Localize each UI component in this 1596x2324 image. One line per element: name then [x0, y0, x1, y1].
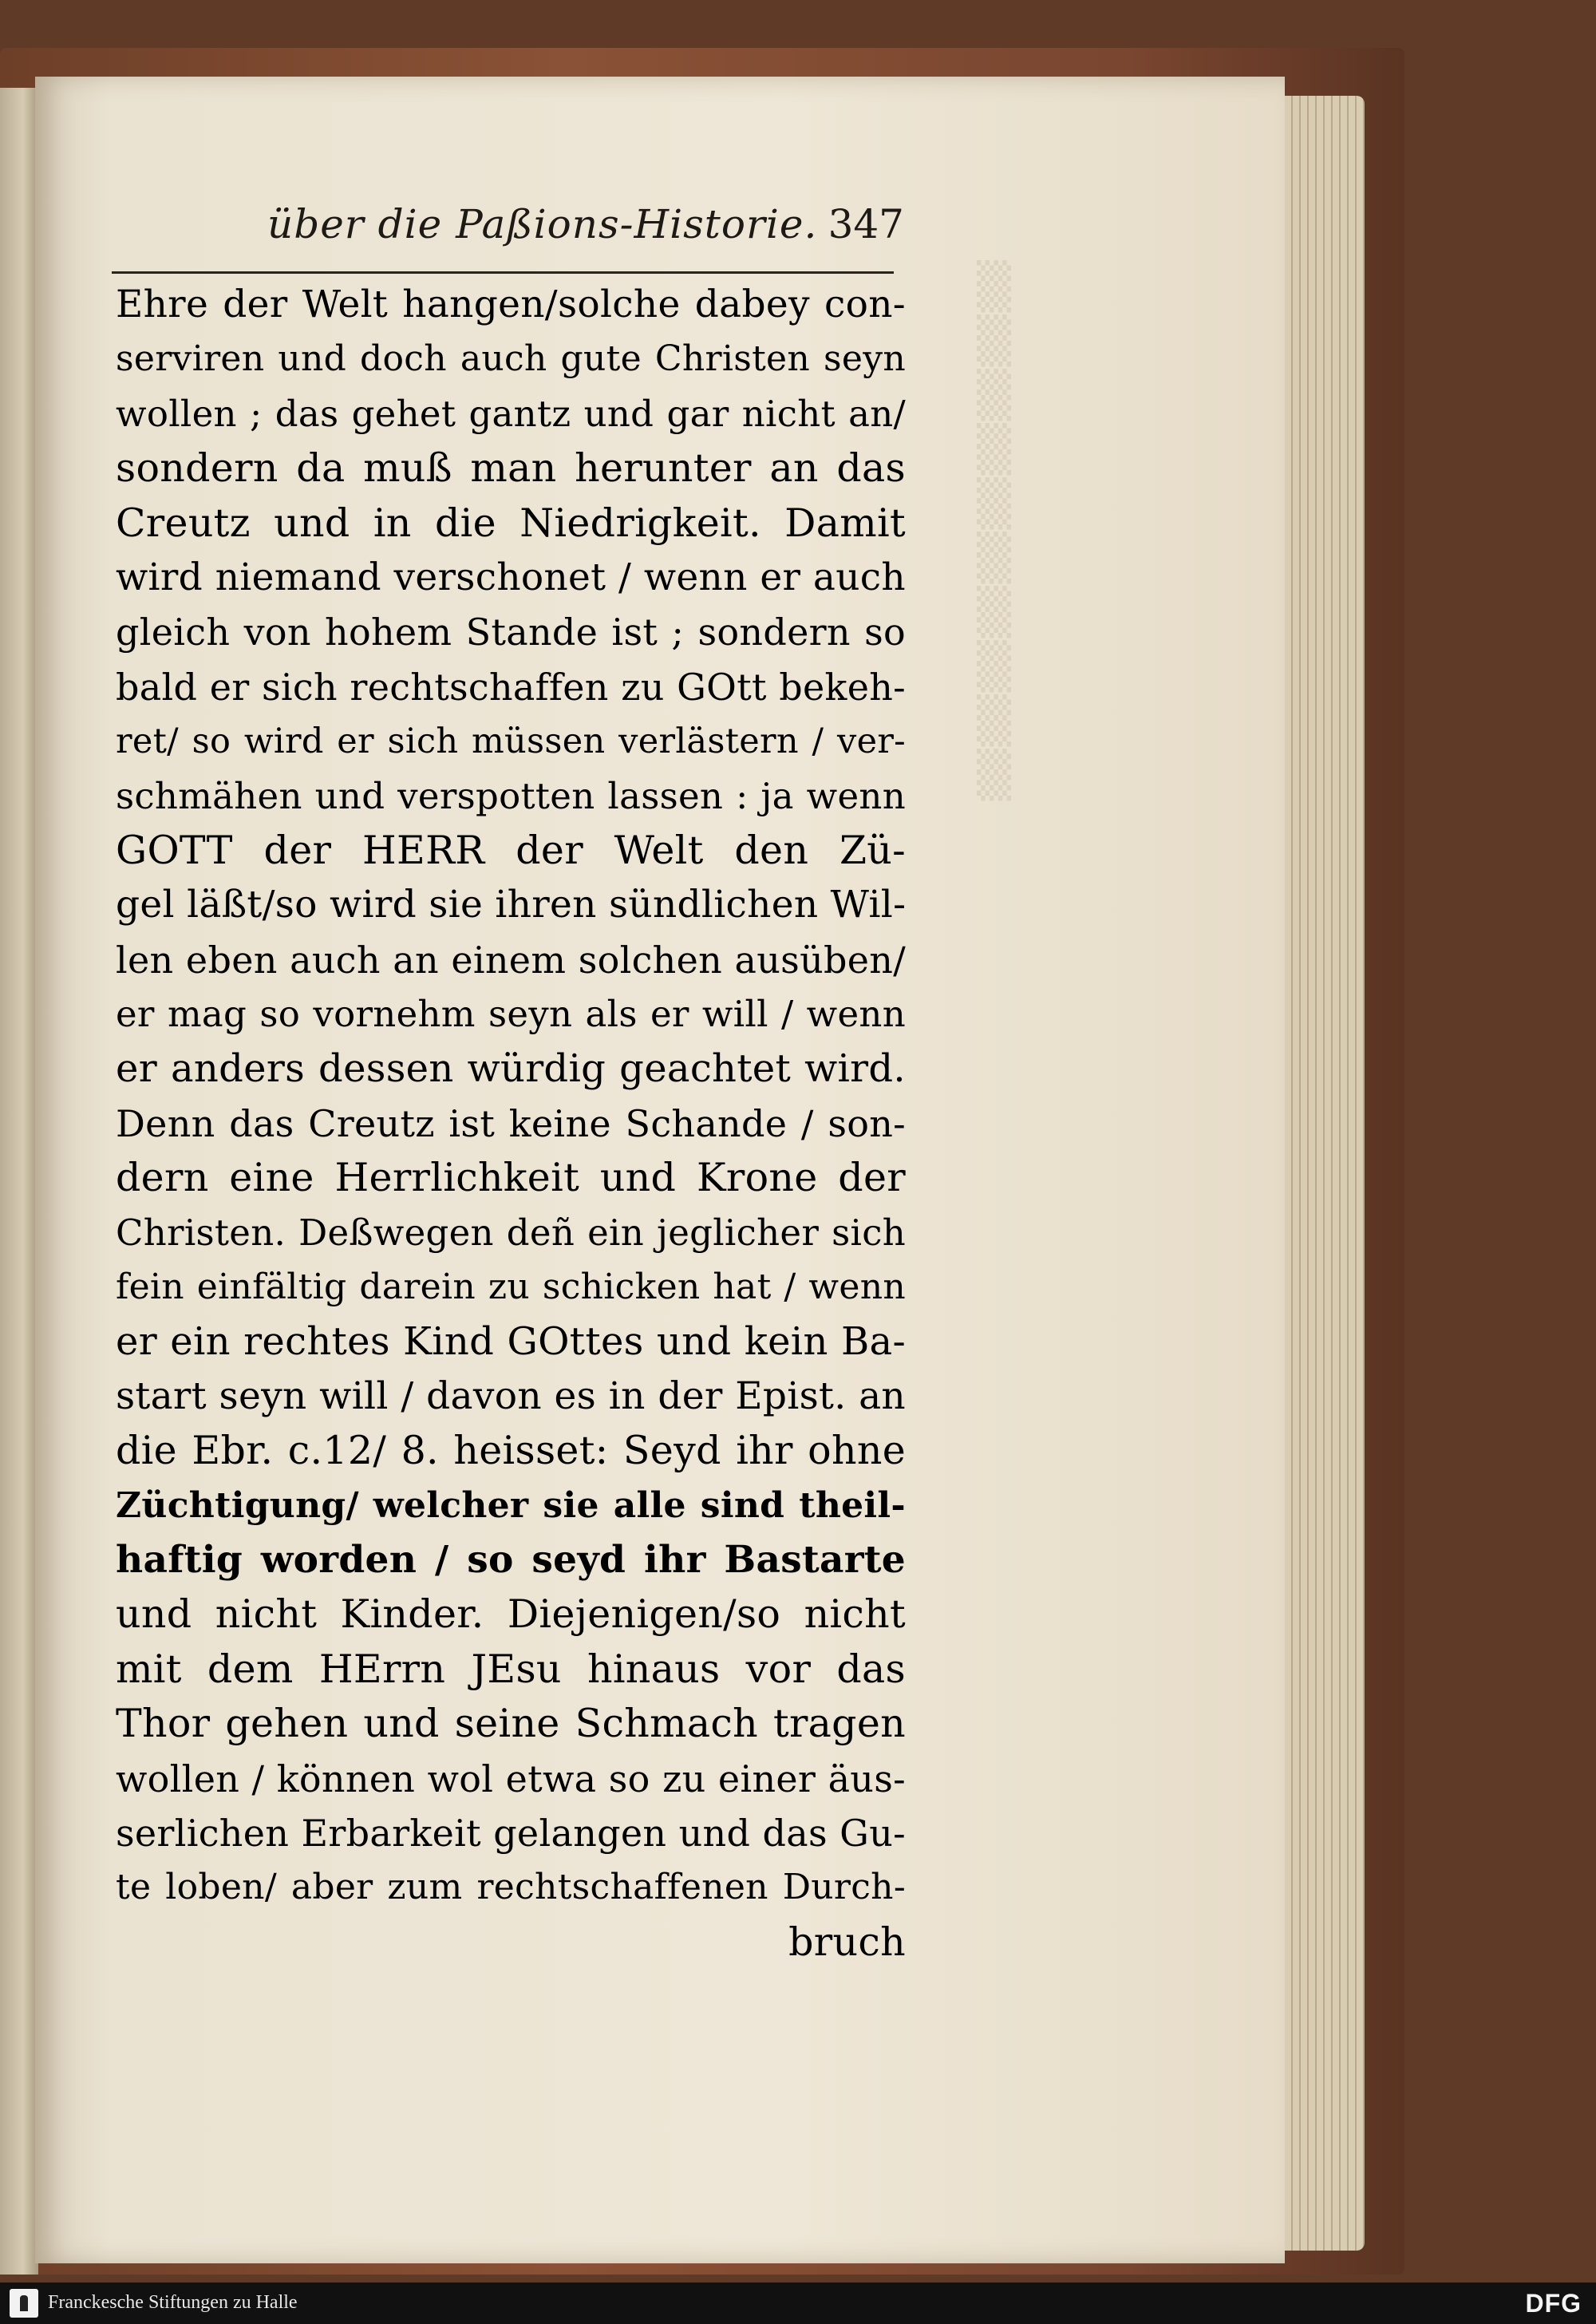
- text-line: er mag so vornehm seyn als er will / wenn: [116, 993, 906, 1036]
- text-line: bald er sich rechtschaffen zu GOtt bekeh-: [116, 665, 906, 709]
- text-line: ret/ so wird er sich müssen verlästern / ver-: [116, 721, 906, 762]
- text-line: Creutz und in die Niedrigkeit. Damit: [116, 500, 906, 546]
- text-line: wird niemand verschonet / wenn er auch: [116, 555, 906, 599]
- text-line: gleich von hohem Stande ist ; sondern so: [116, 611, 906, 654]
- running-head: [76, 128, 922, 247]
- text-line: er ein rechtes Kind GOttes und kein Ba-: [116, 1319, 906, 1365]
- text-line: GOTT der HERR der Welt den Zü-: [116, 827, 906, 873]
- footer-bar: [0, 2282, 1596, 2324]
- left-page-edge: [0, 88, 38, 2275]
- text-line: wollen / können wol etwa so zu einer äus-: [116, 1757, 906, 1800]
- text-line: Denn das Creutz ist keine Schande / son-: [116, 1101, 906, 1145]
- text-line: gel läßt/so wird sie ihren sündlichen Wil-: [116, 883, 907, 927]
- running-title: über die Paßions-Historie.: [267, 201, 818, 247]
- text-line: start seyn will / davon es in der Epist. an: [116, 1373, 906, 1418]
- text-line: te loben/ aber zum rechtschaffenen Durch-: [116, 1867, 906, 1908]
- text-line: er anders dessen würdig geachtet wird.: [116, 1046, 906, 1092]
- text-line: serviren und doch auch gute Christen seyn: [116, 338, 906, 380]
- text-line: dern eine Herrlichkeit und Krone der: [116, 1155, 906, 1201]
- text-line: sondern da muß man herunter an das: [116, 445, 906, 492]
- text-line: wollen ; das gehet gantz und gar nicht an/: [116, 392, 906, 435]
- text-line: schmähen und verspotten lassen : ja wenn: [116, 774, 906, 817]
- text-line: serlichen Erbarkeit gelangen und das Gu-: [116, 1811, 906, 1855]
- text-line: die Ebr. c.12/ 8. heisset: Seyd ihr ohne: [116, 1428, 906, 1474]
- body-text: [116, 278, 906, 1970]
- text-line: mit dem HErrn JEsu hinaus vor das: [116, 1646, 906, 1692]
- francke-foundation-logo-icon: [10, 2289, 38, 2318]
- text-line-bold: Züchtigung/ welcher sie alle sind theil-: [116, 1484, 906, 1526]
- text-line: Ehre der Welt hangen/solche dabey con-: [116, 283, 906, 326]
- text-line: Christen. Deßwegen deñ ein jeglicher sich: [116, 1211, 906, 1254]
- text-line: fein einfältig darein zu schicken hat / wenn: [116, 1267, 906, 1308]
- text-line: und nicht Kinder. Diejenigen/so nicht: [116, 1591, 906, 1638]
- dfg-logo: DFG: [1525, 2289, 1582, 2318]
- header-rule: [112, 271, 894, 274]
- page-number: 347: [828, 201, 904, 247]
- catchword: bruch: [788, 1919, 906, 1965]
- text-line-bold: haftig worden / so seyd ihr Bastarte: [116, 1537, 906, 1582]
- show-through-text: ▒ ▒ ▒ ▒ ▒ ▒ ▒ ▒ ▒ ▒: [977, 261, 1012, 801]
- page-content: [76, 128, 922, 247]
- text-line: Thor gehen und seine Schmach tragen: [116, 1701, 906, 1747]
- text-line: len eben auch an einem solchen ausüben/: [116, 938, 906, 982]
- institution-label: Franckesche Stiftungen zu Halle: [48, 2292, 298, 2313]
